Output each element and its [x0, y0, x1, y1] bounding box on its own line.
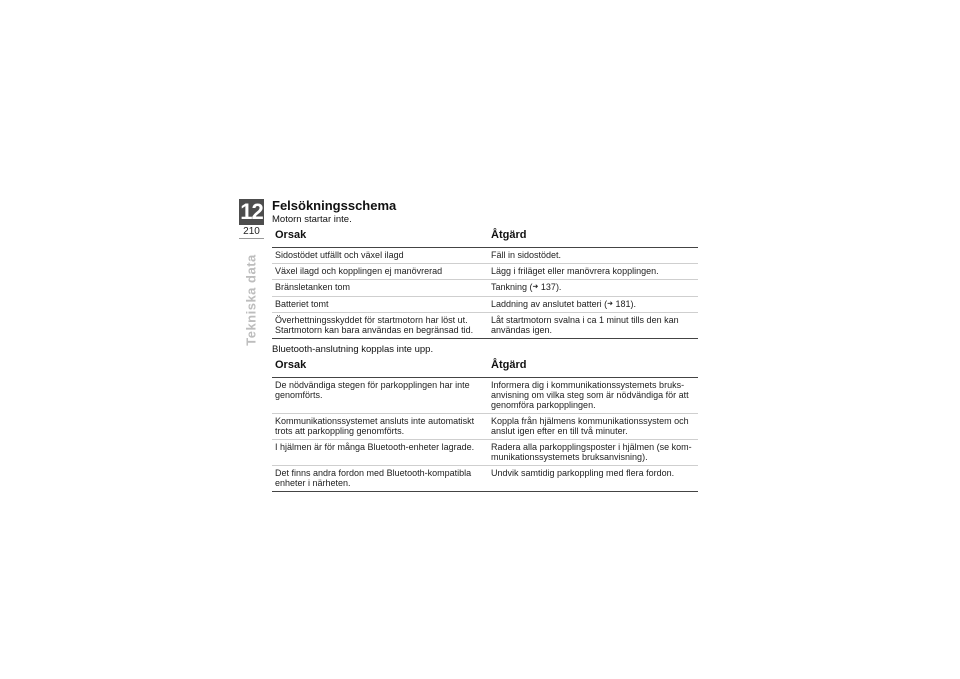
- action-cell: Fäll in sidostödet.: [488, 248, 698, 264]
- troubleshooting-table-bluetooth: [272, 356, 698, 492]
- action-cell: Informera dig i kommunikationssystemets bruks-anvisning om vilka steg som är nödvändiga för att genomföra parkopplingen.: [488, 378, 698, 414]
- column-header-cause: Orsak: [272, 226, 488, 248]
- cause-cell: Batteriet tomt: [272, 296, 488, 313]
- table-row: [272, 248, 698, 264]
- cause-cell: Kommunikationssystemet ansluts inte automatiskt trots att parkoppling genomförts.: [272, 414, 488, 440]
- page-content: [272, 198, 698, 492]
- page-number-divider: [239, 238, 264, 239]
- action-cell: Koppla från hjälmens kommunikationssystem och anslut igen efter en till två minuter.: [488, 414, 698, 440]
- table-row: [272, 313, 698, 339]
- cause-cell: Växel ilagd och kopplingen ej manövrerad: [272, 264, 488, 280]
- page-number: 210: [243, 226, 260, 237]
- cause-cell: Överhettningsskyddet för startmotorn har löst ut. Startmotorn kan bara användas en begränsad tid.: [272, 313, 488, 339]
- arrow-right-icon: ➜: [532, 283, 539, 291]
- table-row: [272, 264, 698, 280]
- arrow-right-icon: ➜: [607, 300, 613, 308]
- page-reference-link[interactable]: 137).: [540, 282, 562, 292]
- table-row: [272, 378, 698, 414]
- action-cell: Lägg i friläget eller manövrera kopplingen.: [488, 264, 698, 280]
- table-row: [272, 440, 698, 466]
- section1-intro: Motorn startar inte.: [272, 214, 352, 225]
- column-header-action: Åtgärd: [488, 226, 698, 248]
- cause-cell: Sidostödet utfällt och växel ilagd: [272, 248, 488, 264]
- action-cell: Låt startmotorn svalna i ca 1 minut tills den kan användas igen.: [488, 313, 698, 339]
- cause-cell: Bränsletanken tom: [272, 280, 488, 297]
- section2-intro: Bluetooth-anslutning kopplas inte upp.: [272, 344, 434, 356]
- column-header-action: Åtgärd: [488, 356, 698, 378]
- chapter-title: Tekniska data: [243, 254, 259, 346]
- action-text: Tankning (: [491, 282, 533, 292]
- cause-cell: Det finns andra fordon med Bluetooth-kompatibla enheter i närheten.: [272, 466, 488, 492]
- cause-cell: I hjälmen är för många Bluetooth-enheter lagrade.: [272, 440, 488, 466]
- column-header-cause: Orsak: [272, 356, 488, 378]
- table-row: [272, 280, 698, 297]
- page-reference-link[interactable]: 181).: [615, 298, 636, 309]
- cause-cell: De nödvändiga stegen för parkopplingen har inte genomförts.: [272, 378, 488, 414]
- table-header-row: [272, 226, 698, 248]
- table-header-row: [272, 356, 698, 378]
- table-row: [272, 466, 698, 492]
- action-text: Laddning av anslutet batteri (: [491, 298, 608, 309]
- troubleshooting-table-engine: [272, 226, 698, 339]
- chapter-number: 12: [240, 199, 263, 224]
- page-title: Felsökningsschema: [272, 198, 397, 213]
- table-row: [272, 296, 698, 313]
- action-cell: Undvik samtidig parkoppling med flera fordon.: [488, 466, 698, 492]
- action-cell: [488, 296, 698, 313]
- action-cell: Radera alla parkopplingsposter i hjälmen (se kom-munikationssystemets bruksanvisning).: [488, 440, 698, 466]
- action-cell: [488, 280, 698, 297]
- table-row: [272, 414, 698, 440]
